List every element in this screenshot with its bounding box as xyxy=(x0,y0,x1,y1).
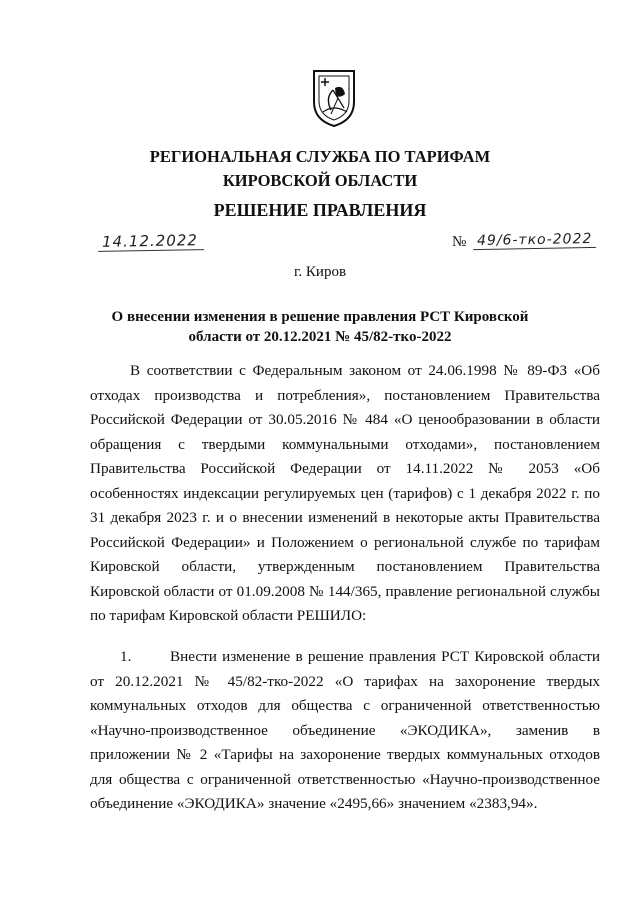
organization-line-1: РЕГИОНАЛЬНАЯ СЛУЖБА ПО ТАРИФАМ xyxy=(149,147,491,166)
item-number: 1. xyxy=(120,648,132,665)
organization-line-2: КИРОВСКОЙ ОБЛАСТИ xyxy=(222,171,418,190)
city-name: г. Киров xyxy=(293,264,347,280)
decision-number-handwritten: 49/6-тко-2022 xyxy=(473,231,597,250)
decision-subject xyxy=(0,307,640,347)
item-paragraph-1 xyxy=(90,645,600,817)
item-text: Внести изменение в решение правления РСТ Кировской области от 20.12.2021 № 45/82-тко-2022 «О тарифах на захоронение твердых коммунальных отходов для общества с ограниченной ответственностью «Научно-производственное объединение «ЭКОДИКА», заменив в приложении № 2 «Тарифы на захоронение твердых коммунальных отходов для общества с ограниченной ответственностью «Научно-производственное объединение «ЭКОДИКА» значение «2495,66» значением «2383,94». xyxy=(90,648,600,812)
subject-line-1: О внесении изменения в решение правления РСТ Кировской xyxy=(111,309,529,325)
kirov-coat-of-arms-icon xyxy=(311,68,357,128)
document-type-title: РЕШЕНИЕ ПРАВЛЕНИЯ xyxy=(213,200,427,220)
decision-date-handwritten: 14.12.2022 xyxy=(98,231,204,252)
subject-line-2: области от 20.12.2021 № 45/82-тко-2022 xyxy=(188,329,452,345)
number-sign: № xyxy=(452,234,467,250)
preamble-paragraph: В соответствии с Федеральным законом от 24.06.1998 № 89-ФЗ «Об отходах производства и потребления», постановлением Правительства Российской Федерации от 30.05.2016 № 484 «О ценообразовании в области обращения с твердыми коммунальными отходами», постановлением Правительства Российской Федерации от 14.11.2022 № 2053 «Об особенностях индексации регулируемых цен (тарифов) с 1 декабря 2022 г. по 31 декабря 2023 г. и о внесении изменений в некоторые акты Правительства Российской Федерации» и Положением о региональной службе по тарифам Кировской области, утвержденным постановлением Правительства Кировской области от 01.09.2008 № 144/365, правление региональной службы по тарифам Кировской области РЕШИЛО: xyxy=(90,362,600,624)
organization-name xyxy=(0,145,640,193)
